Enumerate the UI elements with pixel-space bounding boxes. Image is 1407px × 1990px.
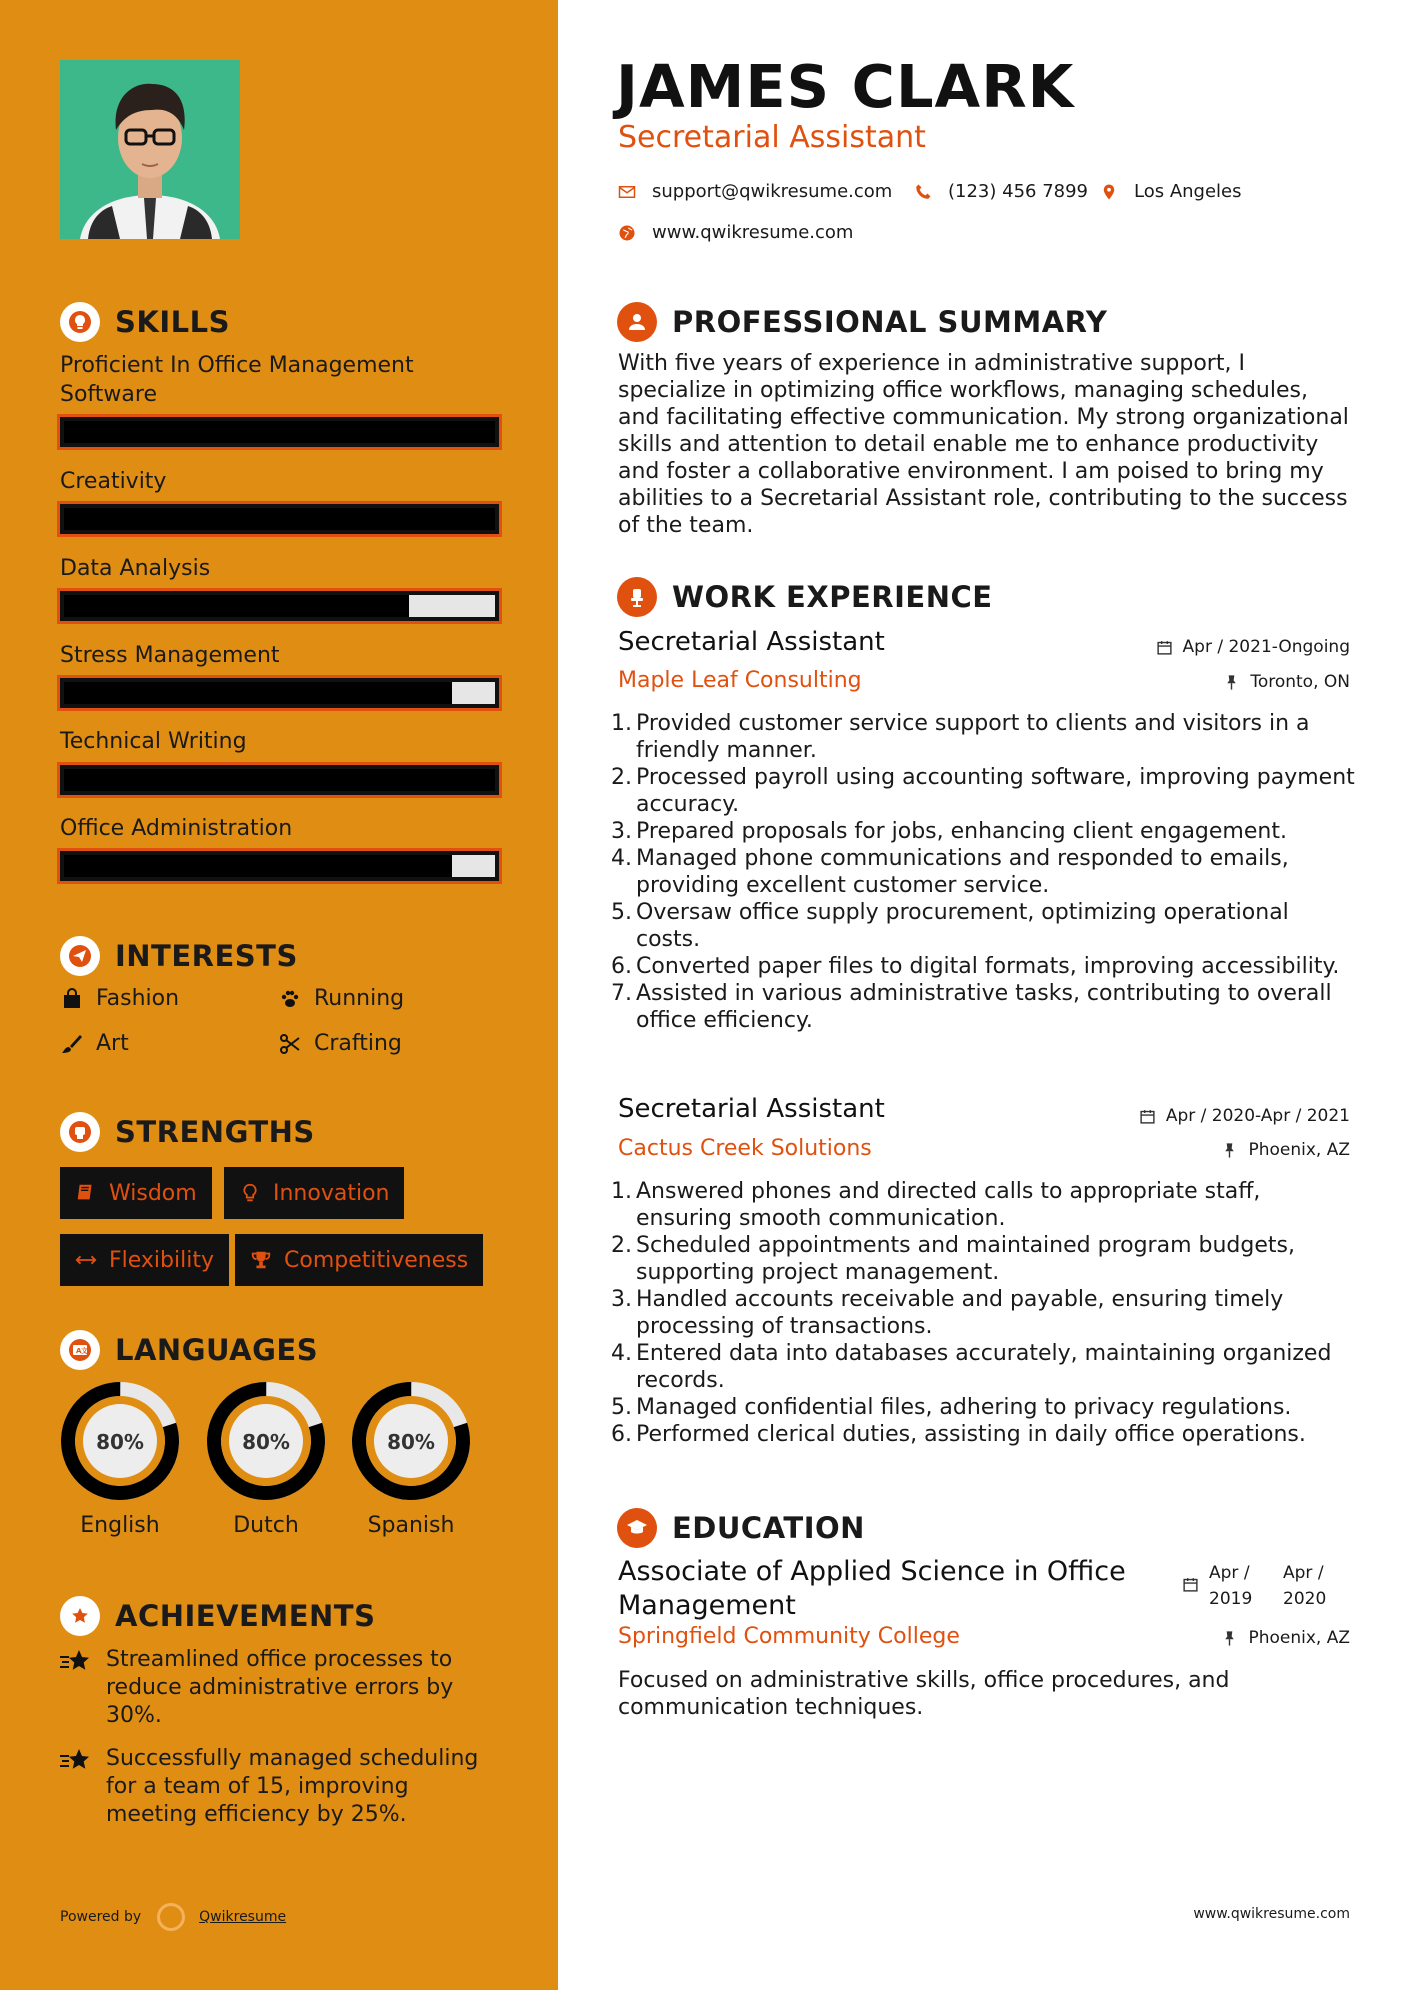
paw-icon xyxy=(278,987,302,1011)
location-text: Los Angeles xyxy=(1134,181,1242,202)
strengths-header xyxy=(60,1112,315,1152)
skills-header xyxy=(60,302,230,342)
job-duties xyxy=(611,1178,1358,1448)
profile-photo xyxy=(60,60,240,239)
achievement-text: Streamlined office processes to reduce administrative errors by 30%. xyxy=(106,1647,454,1728)
duty-item: 4. Entered data into databases accurately, maintaining organized records. xyxy=(611,1341,1332,1393)
powered-by-label: Powered by xyxy=(60,1909,142,1925)
paintbrush-icon xyxy=(60,1032,84,1056)
languages-header xyxy=(60,1330,318,1370)
job-location xyxy=(1221,1140,1350,1160)
arrows-horizontal-icon xyxy=(75,1249,97,1271)
scissors-icon xyxy=(278,1032,302,1056)
duty-item: 5. Managed confidential files, adhering to privacy regulations. xyxy=(611,1395,1292,1420)
pushpin-icon xyxy=(1221,1142,1238,1159)
skill-bar xyxy=(57,848,502,884)
duty-item: 3. Handled accounts receivable and payable, ensuring timely processing of transactions. xyxy=(611,1287,1284,1339)
skill-label: Creativity xyxy=(60,469,167,494)
star-icon xyxy=(60,1648,92,1676)
book-icon xyxy=(75,1182,97,1204)
strength-label: Wisdom xyxy=(109,1180,197,1206)
education-description: Focused on administrative skills, office procedures, and communication techniques. xyxy=(618,1668,1230,1720)
interest-item xyxy=(60,1031,129,1056)
pushpin-icon xyxy=(1221,1630,1238,1647)
main-content xyxy=(558,0,1407,1990)
language-percent: 80% xyxy=(242,1430,290,1454)
language-ring xyxy=(60,1381,180,1501)
languages-title: LANGUAGES xyxy=(115,1333,319,1367)
language-item xyxy=(351,1381,471,1538)
strengths-title: STRENGTHS xyxy=(115,1115,315,1149)
office-chair-icon xyxy=(617,577,657,617)
phone-text: (123) 456 7899 xyxy=(948,181,1089,202)
contact-location xyxy=(1100,181,1242,202)
fist-icon xyxy=(60,1112,100,1152)
job-duties xyxy=(611,710,1358,1034)
duty-item: 3. Prepared proposals for jobs, enhancing client engagement. xyxy=(611,819,1287,844)
education-start-date: Apr / 2019 xyxy=(1209,1563,1253,1609)
strength-label: Competitiveness xyxy=(284,1247,469,1273)
strength-badge xyxy=(235,1234,483,1286)
contact-website[interactable] xyxy=(618,222,853,243)
svg-text:文: 文 xyxy=(81,1347,88,1355)
duty-item: 2. Scheduled appointments and maintained program budgets, supporting project management. xyxy=(611,1233,1295,1285)
skills-title: SKILLS xyxy=(115,305,230,339)
language-label: English xyxy=(80,1513,160,1538)
lightbulb-icon xyxy=(60,302,100,342)
qwikresume-link[interactable]: Qwikresume xyxy=(199,1909,287,1925)
star-icon xyxy=(60,1747,92,1775)
language-item xyxy=(60,1381,180,1538)
skill-fill xyxy=(64,769,495,791)
calendar-icon xyxy=(1156,639,1173,656)
duty-item: 2. Processed payroll using accounting software, improving payment accuracy. xyxy=(611,765,1355,817)
qwikresume-logo-icon xyxy=(157,1903,185,1931)
shopping-bag-icon xyxy=(60,987,84,1011)
skill-fill xyxy=(64,421,495,443)
interest-label: Running xyxy=(314,986,405,1011)
interest-label: Art xyxy=(96,1031,129,1056)
skill-bar xyxy=(57,501,502,537)
contact-email[interactable] xyxy=(618,181,892,202)
skill-fill xyxy=(64,508,495,530)
user-icon xyxy=(617,302,657,342)
language-percent: 80% xyxy=(387,1430,435,1454)
strength-label: Innovation xyxy=(273,1180,390,1206)
sidebar xyxy=(0,0,558,1990)
job-dates-text: Apr / 2021-Ongoing xyxy=(1182,637,1350,657)
globe-icon xyxy=(618,224,636,242)
education-end-date: Apr / 2020 xyxy=(1283,1563,1327,1609)
svg-text:A: A xyxy=(76,1347,82,1355)
experience-title: WORK EXPERIENCE xyxy=(672,580,993,614)
job-dates xyxy=(1139,1106,1350,1126)
summary-title: PROFESSIONAL SUMMARY xyxy=(672,305,1108,339)
contact-phone[interactable] xyxy=(914,181,1088,202)
graduation-cap-icon xyxy=(617,1508,657,1548)
job-location xyxy=(1223,672,1350,692)
job-title: Secretarial Assistant xyxy=(618,1094,885,1124)
education-location-text: Phoenix, AZ xyxy=(1248,1628,1350,1648)
experience-header xyxy=(617,577,993,617)
skill-label: Data Analysis xyxy=(60,556,211,581)
star-badge-icon xyxy=(60,1596,100,1636)
interests-header xyxy=(60,936,298,976)
language-label: Dutch xyxy=(233,1513,299,1538)
summary-text: With five years of experience in administrative support, I specialize in optimizing office workflows, managing schedules, and facilitating effective communication. My strong organizational skills and attention to detail enable me to enhance productivity and foster a collaborative environment. I am poised to bring my abilities to a Secretarial Assistant role, contributing to the success of the team. xyxy=(618,351,1349,538)
achievements-title: ACHIEVEMENTS xyxy=(115,1599,376,1633)
education-header xyxy=(617,1508,865,1548)
strength-badge xyxy=(60,1234,229,1286)
footer-url[interactable]: www.qwikresume.com xyxy=(1193,1906,1350,1922)
envelope-icon xyxy=(618,183,636,201)
achievement-item xyxy=(60,1646,500,1730)
skill-bar xyxy=(57,762,502,798)
education-dates xyxy=(1182,1560,1333,1612)
language-item xyxy=(206,1381,326,1538)
pushpin-icon xyxy=(1223,674,1240,691)
website-text: www.qwikresume.com xyxy=(652,222,854,243)
skill-bar xyxy=(57,675,502,711)
skill-label: Office Administration xyxy=(60,816,293,841)
candidate-name: JAMES CLARK xyxy=(616,52,1075,121)
translate-icon xyxy=(60,1330,100,1370)
strength-label: Flexibility xyxy=(109,1247,214,1273)
calendar-icon xyxy=(1139,1108,1156,1125)
duty-item: 4. Managed phone communications and responded to emails, providing excellent customer service. xyxy=(611,846,1289,898)
duty-item: 1. Provided customer service support to clients and visitors in a friendly manner. xyxy=(611,711,1310,763)
job-company: Maple Leaf Consulting xyxy=(618,668,862,693)
skill-fill xyxy=(64,682,452,704)
language-ring xyxy=(206,1381,326,1501)
duty-item: 6. Performed clerical duties, assisting in daily office operations. xyxy=(611,1422,1306,1447)
language-label: Spanish xyxy=(367,1513,455,1538)
achievements-header xyxy=(60,1596,375,1636)
duty-item: 6. Converted paper files to digital formats, improving accessibility. xyxy=(611,954,1340,979)
phone-icon xyxy=(914,183,932,201)
summary-header xyxy=(617,302,1107,342)
lightbulb-icon xyxy=(239,1182,261,1204)
powered-by xyxy=(60,1903,286,1931)
education-school: Springfield Community College xyxy=(618,1624,960,1649)
skill-label: Stress Management xyxy=(60,643,280,668)
job-title: Secretarial Assistant xyxy=(618,627,885,657)
email-text: support@qwikresume.com xyxy=(652,181,893,202)
interests-title: INTERESTS xyxy=(115,939,298,973)
calendar-icon xyxy=(1182,1576,1199,1593)
job-location-text: Toronto, ON xyxy=(1250,672,1350,692)
interest-item xyxy=(278,986,404,1011)
interest-label: Crafting xyxy=(314,1031,402,1056)
education-degree: Associate of Applied Science in Office Management xyxy=(618,1556,1126,1621)
trophy-icon xyxy=(250,1249,272,1271)
map-pin-icon xyxy=(1100,183,1118,201)
job-dates-text: Apr / 2020-Apr / 2021 xyxy=(1165,1106,1350,1126)
duty-item: 7. Assisted in various administrative tasks, contributing to overall office efficiency. xyxy=(611,981,1332,1033)
education-title: EDUCATION xyxy=(672,1511,865,1545)
duty-item: 5. Oversaw office supply procurement, optimizing operational costs. xyxy=(611,900,1289,952)
strength-badge xyxy=(224,1167,404,1219)
interest-label: Fashion xyxy=(96,986,180,1011)
skill-label: Proficient In Office Management Software xyxy=(60,353,414,407)
job-location-text: Phoenix, AZ xyxy=(1248,1140,1350,1160)
paper-plane-icon xyxy=(60,936,100,976)
job-company: Cactus Creek Solutions xyxy=(618,1136,872,1161)
interest-item xyxy=(60,986,179,1011)
language-ring xyxy=(351,1381,471,1501)
skill-fill xyxy=(64,595,409,617)
skill-label: Technical Writing xyxy=(60,729,247,754)
duty-item: 1. Answered phones and directed calls to appropriate staff, ensuring smooth communication. xyxy=(611,1179,1261,1231)
language-percent: 80% xyxy=(96,1430,144,1454)
skill-bar xyxy=(57,588,502,624)
education-location xyxy=(1221,1628,1350,1648)
job-dates xyxy=(1156,637,1350,657)
interest-item xyxy=(278,1031,402,1056)
candidate-role: Secretarial Assistant xyxy=(618,120,926,155)
achievement-text: Successfully managed scheduling for a team of 15, improving meeting efficiency by 25%. xyxy=(106,1746,479,1827)
skill-fill xyxy=(64,855,452,877)
achievement-item xyxy=(60,1745,500,1829)
skill-bar xyxy=(57,414,502,450)
strength-badge xyxy=(60,1167,212,1219)
